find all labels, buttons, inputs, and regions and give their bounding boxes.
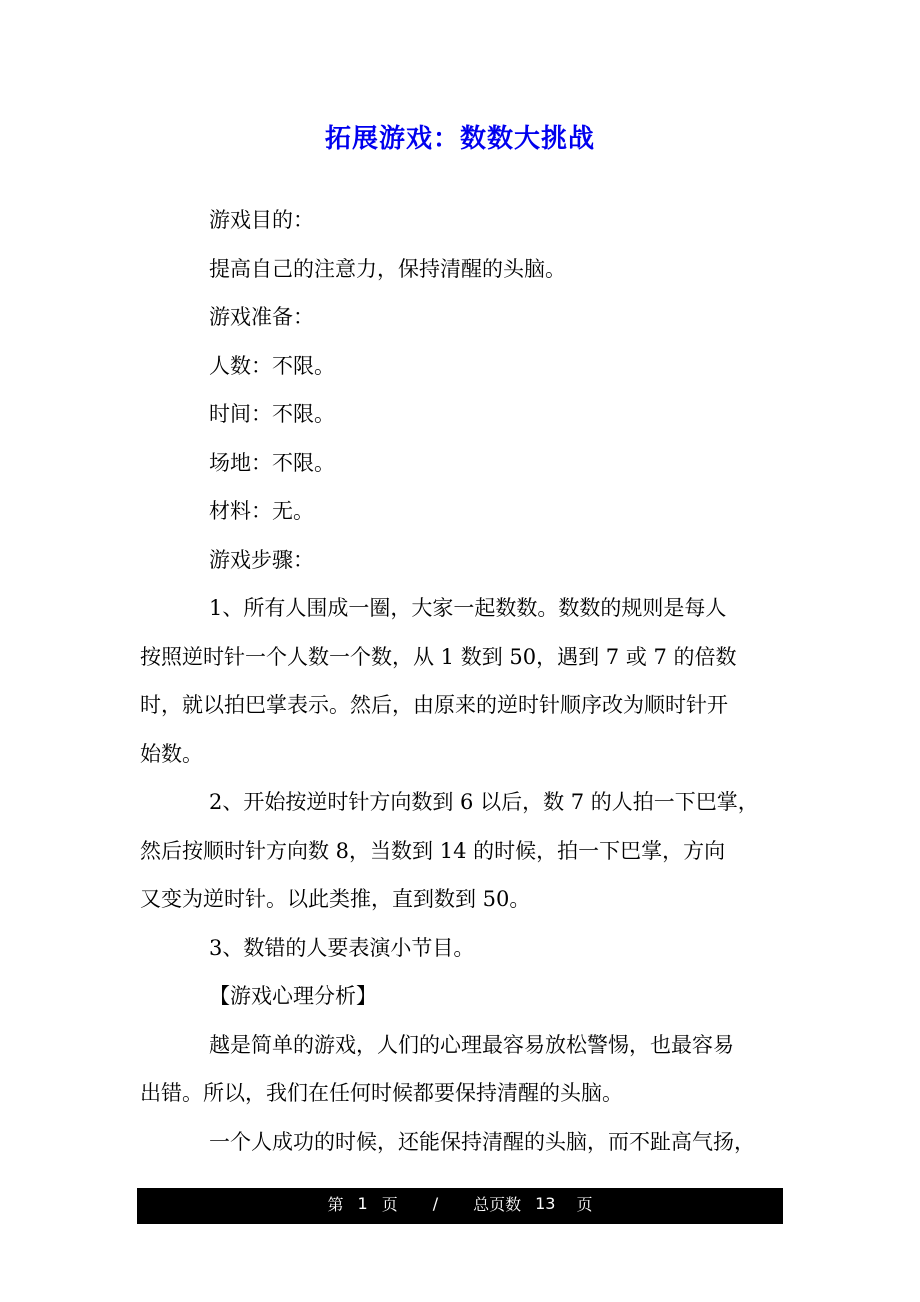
paragraph	[140, 390, 790, 439]
total-suffix: 页	[576, 1194, 593, 1214]
text-line: 一个人成功的时候，还能保持清醒的头脑，而不趾高气扬，	[209, 1129, 755, 1154]
paragraph	[140, 245, 790, 294]
text-line: 始数。	[140, 741, 203, 766]
paragraph	[140, 972, 790, 1021]
text-line: 游戏目的：	[209, 208, 314, 232]
text-line: 游戏准备：	[209, 305, 314, 329]
text-line: 2、开始按逆时针方向数到 6 以后，数 7 的人拍一下巴掌，	[209, 790, 759, 814]
page-suffix: 页	[381, 1194, 398, 1214]
total-pages: 13	[535, 1193, 556, 1213]
text-line: 按照逆时针一个人数一个数，从 1 数到 50，遇到 7 或 7 的倍数	[140, 644, 737, 669]
paragraph	[140, 293, 790, 342]
text-line: 又变为逆时针。以此类推，直到数到 50。	[140, 887, 531, 911]
paragraph	[140, 1021, 790, 1118]
paragraph	[140, 924, 790, 973]
text-line: 场地：不限。	[209, 450, 335, 475]
document-body	[140, 196, 790, 1166]
paragraph	[140, 196, 790, 245]
text-line: 越是简单的游戏，人们的心理最容易放松警惕，也最容易	[209, 1032, 734, 1057]
text-line: 3、数错的人要表演小节目。	[209, 935, 475, 960]
text-line: 【游戏心理分析】	[209, 984, 377, 1008]
text-line: 然后按顺时针方向数 8，当数到 14 的时候，拍一下巴掌，方向	[140, 838, 726, 863]
text-line: 材料：无。	[209, 499, 314, 523]
page-footer	[137, 1188, 783, 1224]
text-line: 时间：不限。	[209, 402, 335, 426]
paragraph	[140, 342, 790, 391]
text-line: 提高自己的注意力，保持清醒的头脑。	[209, 256, 566, 281]
paragraph	[140, 1118, 790, 1167]
text-line: 人数：不限。	[209, 353, 335, 378]
paragraph	[140, 439, 790, 488]
text-line: 1、所有人围成一圈，大家一起数数。数数的规则是每人	[209, 596, 727, 620]
paragraph	[140, 584, 790, 778]
page-prefix: 第	[327, 1194, 344, 1214]
page-separator: /	[432, 1193, 439, 1213]
document-title: 拓展游戏：数数大挑战	[324, 124, 595, 154]
paragraph	[140, 487, 790, 536]
text-line: 时，就以拍巴掌表示。然后，由原来的逆时针顺序改为顺时针开	[140, 693, 728, 717]
text-line: 出错。所以，我们在任何时候都要保持清醒的头脑。	[140, 1081, 623, 1105]
total-prefix: 总页数	[473, 1194, 522, 1214]
text-line: 游戏步骤：	[209, 547, 314, 572]
paragraph	[140, 778, 790, 924]
page-number: 1	[357, 1193, 368, 1213]
paragraph	[140, 536, 790, 585]
